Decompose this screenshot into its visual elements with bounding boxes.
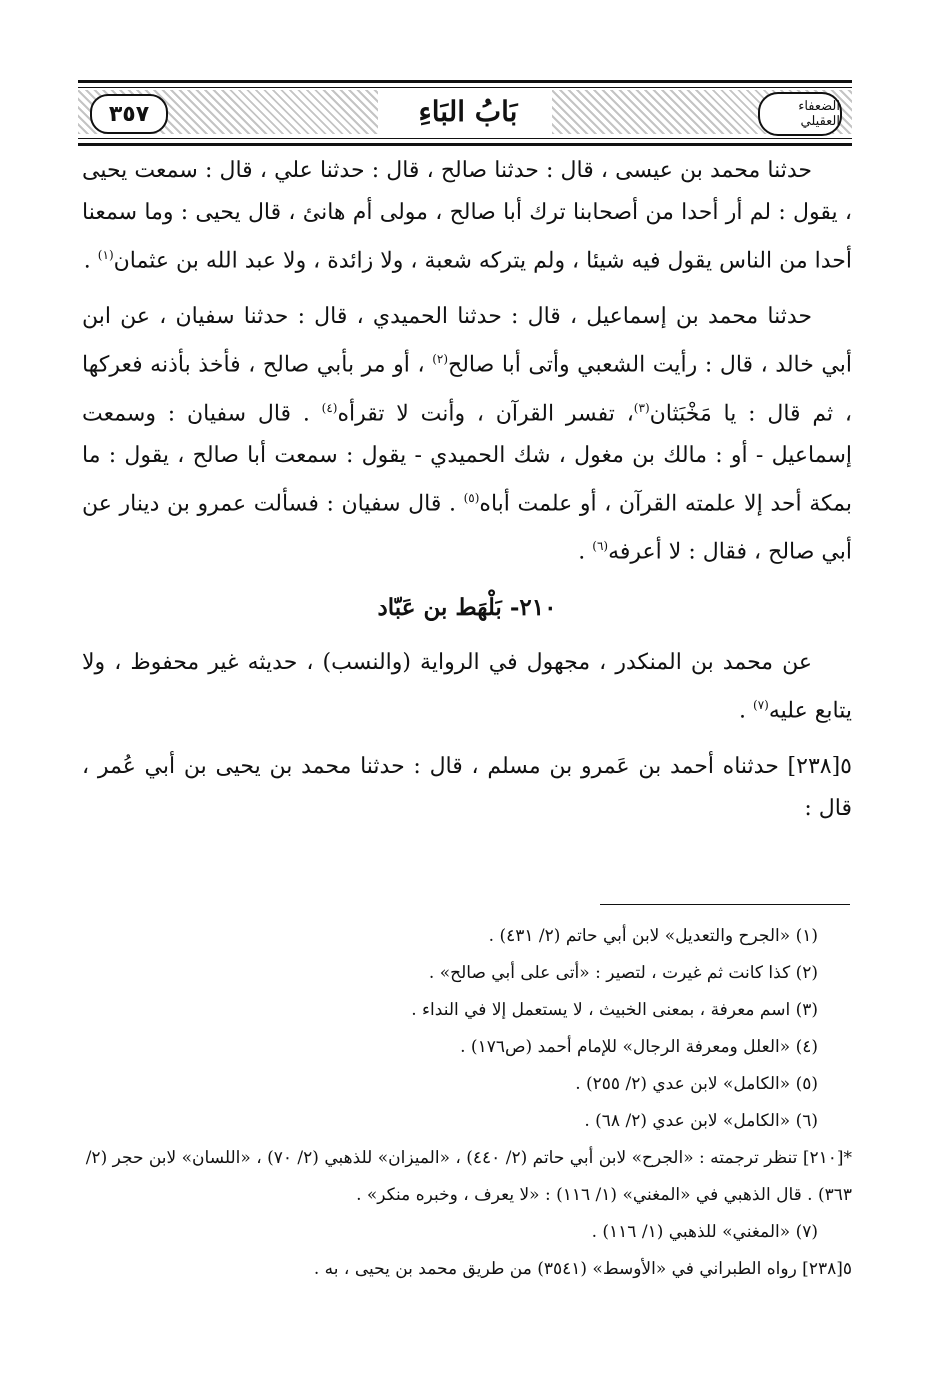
page-number: ٣٥٧ bbox=[90, 94, 168, 134]
footnote-4: (٤) «العلل ومعرفة الرجال» للإمام أحمد (ص١٧٦) . bbox=[460, 1037, 818, 1057]
paragraph-2: حدثنا محمد بن إسماعيل ، قال : حدثنا الحميدي ، قال : حدثنا سفيان ، عن ابن أبي خالد ، قال : رأيت الشعبي وأتى أبا صالح$^{(٢)}$ ، أو مر بأبي صالح ، فأخذ بأذنه فعركها ، ثم قال : يا مَخْبَثان$^{(٣)}$، تفسر القرآن ، وأنت لا تقرأه$^{(٤)}$ . قال سفيان : وسمعت إسماعيل - أو : مالك بن مغول ، شك الحميدي - يقول : سمعت أبا صالح ، يقول : ما بمكة أحد إلا علمته القرآن ، أو علمت أباه$^{(٥)}$ . قال سفيان : فسألت عمرو بن دينار عن أبي صالح ، فقال : لا أعرفه$^{(٦)}$ . bbox=[82, 304, 853, 565]
paragraph-text: . قال سفيان : وسمعت إسماعيل - أو : مالك بن مغول ، شك الحميدي - يقول : سمعت أبا صالح ، يقول : ما بمكة أحد إلا علمته القرآن ، أو علمت أباه bbox=[82, 400, 852, 517]
footnote-6: (٦) «الكامل» لابن عدي (٢/ ٦٨) . bbox=[584, 1111, 818, 1131]
paragraph-text: عن محمد بن المنكدر ، مجهول في الرواية (والنسب) ، حديثه غير محفوظ ، ولا يتابع عليه bbox=[82, 649, 852, 723]
paragraph-last: ٥[٢٣٨] حدثناه أحمد بن عَمرو بن مسلم ، قال : حدثنا محمد بن يحيى بن أبي عُمر ، قال : bbox=[82, 753, 852, 821]
footnote-ref: (٢) bbox=[432, 352, 449, 367]
paragraph-text: ، أو مر بأبي صالح ، فأخذ بأذنه فعركها ، ثم قال : يا مَخْبَثان bbox=[82, 352, 852, 426]
footnote-entry: *[٢١٠] تنظر ترجمته : «الجرح» لابن أبي حاتم (٢/ ٤٤٠) ، «الميزان» للذهبي (٢/ ٧٠) ، «اللسان» لابن حجر (٢/ ٣٦٣) . قال الذهبي في «المغني» (١/ ١١٦) : «لا يعرف ، وخبره منكر» . bbox=[85, 1148, 852, 1205]
footnote-7: (٧) «المغني» للذهبي (١/ ١١٦) . bbox=[591, 1222, 818, 1242]
paragraph-text: حدثنا محمد بن إسماعيل ، قال : حدثنا الحميدي ، قال : حدثنا سفيان ، عن ابن أبي خالد ، قال : رأيت الشعبي وأتى أبا صالح bbox=[82, 304, 853, 378]
page-header bbox=[78, 80, 852, 146]
entry-title: ٢١٠- بَلْهَط بن عَبّاد bbox=[377, 593, 557, 621]
chapter-title: بَابُ البَاءِ bbox=[388, 92, 548, 132]
entry-text: عن محمد بن المنكدر ، مجهول في الرواية (والنسب) ، حديثه غير محفوظ ، ولا يتابع عليه$^{(٧)}$ . bbox=[82, 649, 852, 723]
footnote-ref: (٦) bbox=[592, 539, 609, 554]
footnotes bbox=[82, 918, 852, 1288]
paragraph-text: ، تفسر القرآن ، وأنت لا تقرأه bbox=[337, 400, 634, 426]
footnote-ref: (٥) bbox=[463, 490, 480, 505]
footnote-ref: (٧) bbox=[753, 697, 769, 712]
paragraph-text: . قال سفيان : فسألت عمرو بن دينار عن أبي صالح ، فقال : لا أعرفه bbox=[82, 491, 852, 565]
footnote-5: (٥) «الكامل» لابن عدي (٢/ ٢٥٥) . bbox=[575, 1074, 818, 1094]
main-text bbox=[82, 150, 852, 844]
footnote-ref: (١) bbox=[97, 248, 114, 262]
footnote-1: (١) «الجرح والتعديل» لابن أبي حاتم (٢/ ٤٣١) . bbox=[488, 926, 818, 946]
book-logo: الضعفاء العقيلي bbox=[758, 92, 842, 136]
paragraph-text: حدثنا محمد بن عيسى ، قال : حدثنا صالح ، قال : حدثنا علي ، قال : سمعت يحيى ، يقول : لم أر أحدا من أصحابنا ترك أبا صالح ، مولى أم هانئ ، قال يحيى : وما سمعنا أحدا من الناس يقول فيه شيئا ، ولم يتركه شعبة ، ولا زائدة ، ولا عبد الله بن عثمان bbox=[82, 158, 852, 274]
footnote-3: (٣) اسم معرفة ، بمعنى الخبيث ، لا يستعمل إلا في النداء . bbox=[411, 1000, 818, 1020]
footnote-ref: (٣) bbox=[633, 400, 650, 415]
header-frame bbox=[78, 87, 852, 139]
footnote-separator bbox=[600, 904, 850, 905]
footnote-hadith: ٥[٢٣٨] رواه الطبراني في «الأوسط» (٣٥٤١) من طريق محمد بن يحيى ، به . bbox=[313, 1259, 852, 1279]
paragraph-1: حدثنا محمد بن عيسى ، قال : حدثنا صالح ، قال : حدثنا علي ، قال : سمعت يحيى ، يقول : لم أر أحدا من أصحابنا ترك أبا صالح ، مولى أم هانئ ، قال يحيى : وما سمعنا أحدا من الناس يقول فيه شيئا ، ولم يتركه شعبة ، ولا زائدة ، ولا عبد الله بن عثمان$^{(١)}$ . bbox=[82, 158, 852, 274]
footnote-2: (٢) كذا كانت ثم غيرت ، لتصير : «أتى على أبي صالح» . bbox=[428, 963, 818, 983]
footnote-ref: (٤) bbox=[321, 400, 338, 415]
